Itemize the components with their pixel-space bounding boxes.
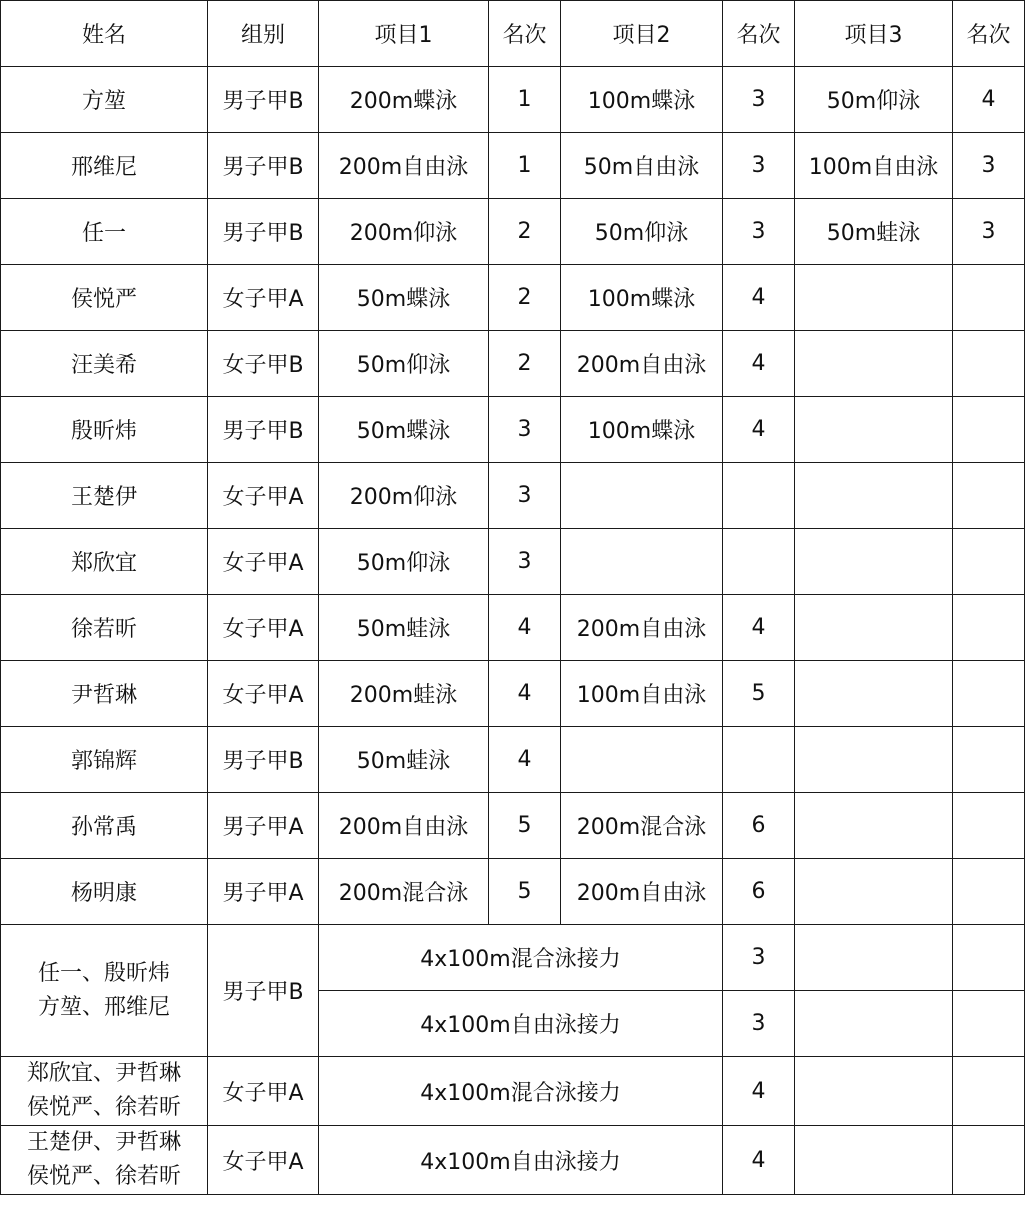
cell-event2: 200m自由泳 [561, 331, 723, 397]
cell-rank3 [953, 397, 1025, 463]
cell-rank1: 1 [489, 133, 561, 199]
cell-event1: 50m蝶泳 [319, 397, 489, 463]
cell-rank3 [953, 925, 1025, 991]
cell-rank2 [723, 727, 795, 793]
cell-rank2: 4 [723, 331, 795, 397]
cell-group: 女子甲A [208, 265, 319, 331]
cell-rank2: 6 [723, 859, 795, 925]
cell-rank2 [723, 463, 795, 529]
relay-names-line1: 王楚伊、尹哲琳 [26, 1130, 181, 1155]
table-row [1, 265, 1025, 331]
cell-name: 殷昕炜 [1, 397, 208, 463]
table-row [1, 661, 1025, 727]
cell-event2: 100m自由泳 [561, 661, 723, 727]
cell-event3 [795, 463, 953, 529]
relay-event: 4x100m自由泳接力 [319, 991, 723, 1057]
cell-group: 女子甲B [208, 331, 319, 397]
cell-event3 [795, 727, 953, 793]
cell-rank1: 3 [489, 529, 561, 595]
relay-event: 4x100m混合泳接力 [319, 925, 723, 991]
cell-event3 [795, 661, 953, 727]
cell-event3 [795, 265, 953, 331]
table-row [1, 331, 1025, 397]
cell-rank3 [953, 463, 1025, 529]
cell-event3 [795, 925, 953, 991]
cell-event3 [795, 793, 953, 859]
header-group: 组别 [208, 1, 319, 67]
cell-name: 徐若昕 [1, 595, 208, 661]
relay-row [1, 1126, 1025, 1195]
relay-row [1, 1057, 1025, 1126]
header-event1: 项目1 [319, 1, 489, 67]
cell-name: 方堃 [1, 67, 208, 133]
cell-rank1: 3 [489, 463, 561, 529]
relay-event: 4x100m混合泳接力 [319, 1057, 723, 1126]
cell-rank2: 4 [723, 265, 795, 331]
cell-event2: 200m自由泳 [561, 595, 723, 661]
relay-rank: 3 [723, 991, 795, 1057]
cell-group: 女子甲A [208, 529, 319, 595]
table-row [1, 727, 1025, 793]
cell-group: 女子甲A [208, 595, 319, 661]
cell-rank2: 4 [723, 595, 795, 661]
cell-rank2: 3 [723, 133, 795, 199]
cell-rank2: 5 [723, 661, 795, 727]
relay-names [1, 1126, 208, 1195]
cell-event3: 50m仰泳 [795, 67, 953, 133]
cell-event1: 200m蛙泳 [319, 661, 489, 727]
table-row [1, 859, 1025, 925]
cell-event1: 200m混合泳 [319, 859, 489, 925]
cell-rank3 [953, 727, 1025, 793]
cell-rank1: 5 [489, 859, 561, 925]
cell-rank2: 4 [723, 397, 795, 463]
cell-rank2: 3 [723, 199, 795, 265]
table-row [1, 397, 1025, 463]
relay-names [1, 1057, 208, 1126]
cell-rank1: 1 [489, 67, 561, 133]
cell-rank1: 4 [489, 727, 561, 793]
table-row [1, 595, 1025, 661]
relay-names-line1: 郑欣宜、尹哲琳 [26, 1061, 181, 1086]
cell-rank3 [953, 595, 1025, 661]
cell-event3: 50m蛙泳 [795, 199, 953, 265]
cell-event3 [795, 397, 953, 463]
table-row [1, 793, 1025, 859]
header-row [1, 1, 1025, 67]
cell-rank3 [953, 859, 1025, 925]
relay-group: 女子甲A [208, 1057, 319, 1126]
cell-group: 男子甲B [208, 67, 319, 133]
relay-group: 男子甲B [208, 925, 319, 1057]
header-event2: 项目2 [561, 1, 723, 67]
cell-event1: 50m仰泳 [319, 331, 489, 397]
cell-rank3 [953, 331, 1025, 397]
cell-event3 [795, 595, 953, 661]
cell-name: 任一 [1, 199, 208, 265]
cell-name: 杨明康 [1, 859, 208, 925]
cell-rank3: 3 [953, 133, 1025, 199]
cell-group: 女子甲A [208, 463, 319, 529]
cell-event2: 100m蝶泳 [561, 397, 723, 463]
cell-event1: 200m蝶泳 [319, 67, 489, 133]
cell-rank2: 3 [723, 67, 795, 133]
cell-event3: 100m自由泳 [795, 133, 953, 199]
table-row [1, 133, 1025, 199]
header-rank3: 名次 [953, 1, 1025, 67]
cell-event3 [795, 1057, 953, 1126]
cell-rank1: 2 [489, 199, 561, 265]
cell-name: 侯悦严 [1, 265, 208, 331]
relay-row [1, 925, 1025, 991]
relay-event: 4x100m自由泳接力 [319, 1126, 723, 1195]
cell-event3 [795, 331, 953, 397]
relay-rank: 4 [723, 1057, 795, 1126]
cell-event2: 50m自由泳 [561, 133, 723, 199]
cell-group: 女子甲A [208, 661, 319, 727]
cell-rank1: 4 [489, 661, 561, 727]
relay-group: 女子甲A [208, 1126, 319, 1195]
cell-event3 [795, 991, 953, 1057]
cell-event2: 200m混合泳 [561, 793, 723, 859]
cell-rank1: 5 [489, 793, 561, 859]
cell-event1: 200m自由泳 [319, 133, 489, 199]
cell-group: 男子甲B [208, 727, 319, 793]
relay-names-line2: 侯悦严、徐若昕 [26, 1095, 181, 1120]
cell-rank3 [953, 1057, 1025, 1126]
cell-rank3: 4 [953, 67, 1025, 133]
cell-event2 [561, 727, 723, 793]
cell-event3 [795, 1126, 953, 1195]
cell-rank3 [953, 529, 1025, 595]
cell-name: 邢维尼 [1, 133, 208, 199]
relay-names-line2: 方堃、邢维尼 [37, 994, 170, 1020]
cell-name: 孙常禹 [1, 793, 208, 859]
table-row [1, 67, 1025, 133]
header-name: 姓名 [1, 1, 208, 67]
cell-group: 男子甲A [208, 859, 319, 925]
relay-rank: 4 [723, 1126, 795, 1195]
cell-rank3: 3 [953, 199, 1025, 265]
cell-rank3 [953, 793, 1025, 859]
cell-group: 男子甲B [208, 133, 319, 199]
cell-event1: 50m蛙泳 [319, 727, 489, 793]
cell-event1: 50m蛙泳 [319, 595, 489, 661]
header-rank1: 名次 [489, 1, 561, 67]
cell-event2 [561, 529, 723, 595]
cell-rank3 [953, 1126, 1025, 1195]
cell-event2: 100m蝶泳 [561, 265, 723, 331]
cell-group: 男子甲A [208, 793, 319, 859]
relay-rank: 3 [723, 925, 795, 991]
cell-event2: 200m自由泳 [561, 859, 723, 925]
cell-event1: 200m自由泳 [319, 793, 489, 859]
header-rank2: 名次 [723, 1, 795, 67]
table-row [1, 529, 1025, 595]
cell-name: 王楚伊 [1, 463, 208, 529]
cell-rank2 [723, 529, 795, 595]
cell-event1: 200m仰泳 [319, 463, 489, 529]
relay-names-line1: 任一、殷昕炜 [37, 960, 170, 986]
cell-event2: 50m仰泳 [561, 199, 723, 265]
cell-group: 男子甲B [208, 199, 319, 265]
cell-event3 [795, 529, 953, 595]
cell-name: 郭锦辉 [1, 727, 208, 793]
cell-rank3 [953, 265, 1025, 331]
header-event3: 项目3 [795, 1, 953, 67]
cell-event1: 50m仰泳 [319, 529, 489, 595]
cell-name: 郑欣宜 [1, 529, 208, 595]
cell-rank1: 2 [489, 265, 561, 331]
cell-rank2: 6 [723, 793, 795, 859]
cell-name: 汪美希 [1, 331, 208, 397]
cell-event1: 200m仰泳 [319, 199, 489, 265]
relay-names-line2: 侯悦严、徐若昕 [26, 1164, 181, 1189]
cell-rank1: 3 [489, 397, 561, 463]
relay-names [1, 925, 208, 1057]
cell-group: 男子甲B [208, 397, 319, 463]
cell-name: 尹哲琳 [1, 661, 208, 727]
cell-rank1: 4 [489, 595, 561, 661]
cell-event2 [561, 463, 723, 529]
table-row [1, 199, 1025, 265]
cell-rank1: 2 [489, 331, 561, 397]
cell-rank3 [953, 991, 1025, 1057]
cell-event2: 100m蝶泳 [561, 67, 723, 133]
cell-event1: 50m蝶泳 [319, 265, 489, 331]
table-row [1, 463, 1025, 529]
cell-rank3 [953, 661, 1025, 727]
cell-event3 [795, 859, 953, 925]
